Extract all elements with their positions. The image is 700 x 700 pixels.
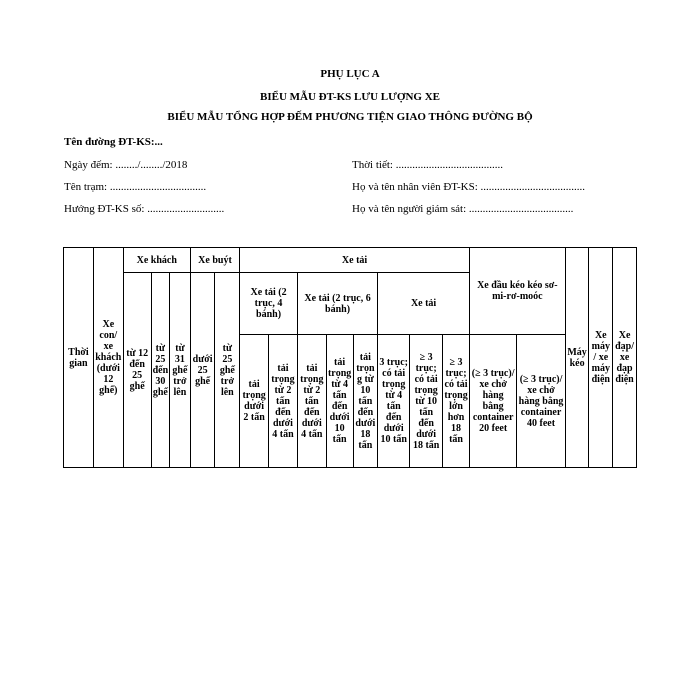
- header-truck-2axle-4wheel: Xe tải (2 trục, 4 bánh): [240, 273, 298, 335]
- direction-field: Hướng ĐT-KS số: ............................: [64, 203, 225, 215]
- road-name-field: Tên đường ĐT-KS:...: [64, 136, 163, 148]
- header-city-bus-under-25: dưới 25 ghế: [190, 273, 215, 468]
- header-truck-10-18t: tải trọng từ 10 tấn đến dưới 18 tấn: [353, 335, 378, 468]
- header-bicycle: Xe đạp/ xe đạp điện: [613, 248, 637, 468]
- header-tractor-40ft: (≥ 3 trục)/ xe chở hàng bằng container 40 feet: [517, 335, 565, 468]
- form-title: BIỂU MẪU ĐT-KS LƯU LƯỢNG XE: [260, 91, 440, 103]
- header-truck-3axle-over-18t: ≥ 3 trục; có tải trọng lớn hơn 18 tấn: [443, 335, 470, 468]
- header-truck-2-4t-a: tải trọng từ 2 tấn đến dưới 4 tấn: [269, 335, 298, 468]
- header-city-bus-25-up: từ 25 ghế trở lên: [215, 273, 240, 468]
- header-tractor-machine: Máy kéo: [565, 248, 589, 468]
- header-bus-group: Xe khách: [123, 248, 190, 273]
- header-motorbike: Xe máy/ xe máy điện: [589, 248, 613, 468]
- header-time: Thời gian: [64, 248, 94, 468]
- header-tractor-20ft: (≥ 3 trục)/ xe chở hàng bằng container 20 feet: [469, 335, 516, 468]
- header-truck-other: Xe tải: [378, 273, 470, 335]
- supervisor-field: Họ và tên người giám sát: ......................................: [352, 203, 574, 215]
- appendix-title: PHỤ LỤC A: [320, 68, 380, 80]
- header-bus-12-25: từ 12 đến 25 ghế: [123, 273, 151, 468]
- header-truck-3axle-10-18t: ≥ 3 trục; có tải trọng từ 10 tấn đến dưới 18 tấn: [410, 335, 443, 468]
- vehicle-count-table: [63, 247, 637, 468]
- header-bus-25-30: từ 25 đến 30 ghế: [151, 273, 170, 468]
- header-truck-3axle-4-10t: 3 trục; có tải trọng từ 4 tấn đến dưới 10 tấn: [378, 335, 410, 468]
- staff-field: Họ và tên nhân viên ĐT-KS: ......................................: [352, 181, 586, 193]
- count-date-field: Ngày đếm: ......../......../2018: [64, 159, 188, 171]
- weather-field: Thời tiết: .......................................: [352, 159, 503, 171]
- header-bus-31-up: từ 31 ghế trở lên: [170, 273, 191, 468]
- header-truck-2-4t-b: tải trọng từ 2 tấn đến dưới 4 tấn: [297, 335, 326, 468]
- header-truck-under-2t: tải trọng dưới 2 tấn: [240, 335, 269, 468]
- header-truck-2axle-6wheel: Xe tải (2 trục, 6 bánh): [297, 273, 377, 335]
- station-field: Tên trạm: ...................................: [64, 181, 207, 193]
- header-tractor-group: Xe đầu kéo kéo sơ-mi-rơ-moóc: [469, 248, 565, 335]
- header-truck-group: Xe tải: [240, 248, 470, 273]
- header-city-bus-group: Xe buýt: [190, 248, 239, 273]
- summary-title: BIỂU MẪU TỔNG HỢP ĐẾM PHƯƠNG TIỆN GIAO THÔNG ĐƯỜNG BỘ: [167, 111, 533, 123]
- header-car: Xe con/ xe khách (dưới 12 ghế): [93, 248, 123, 468]
- header-truck-4-10t: tải trọng từ 4 tấn đến dưới 10 tấn: [326, 335, 353, 468]
